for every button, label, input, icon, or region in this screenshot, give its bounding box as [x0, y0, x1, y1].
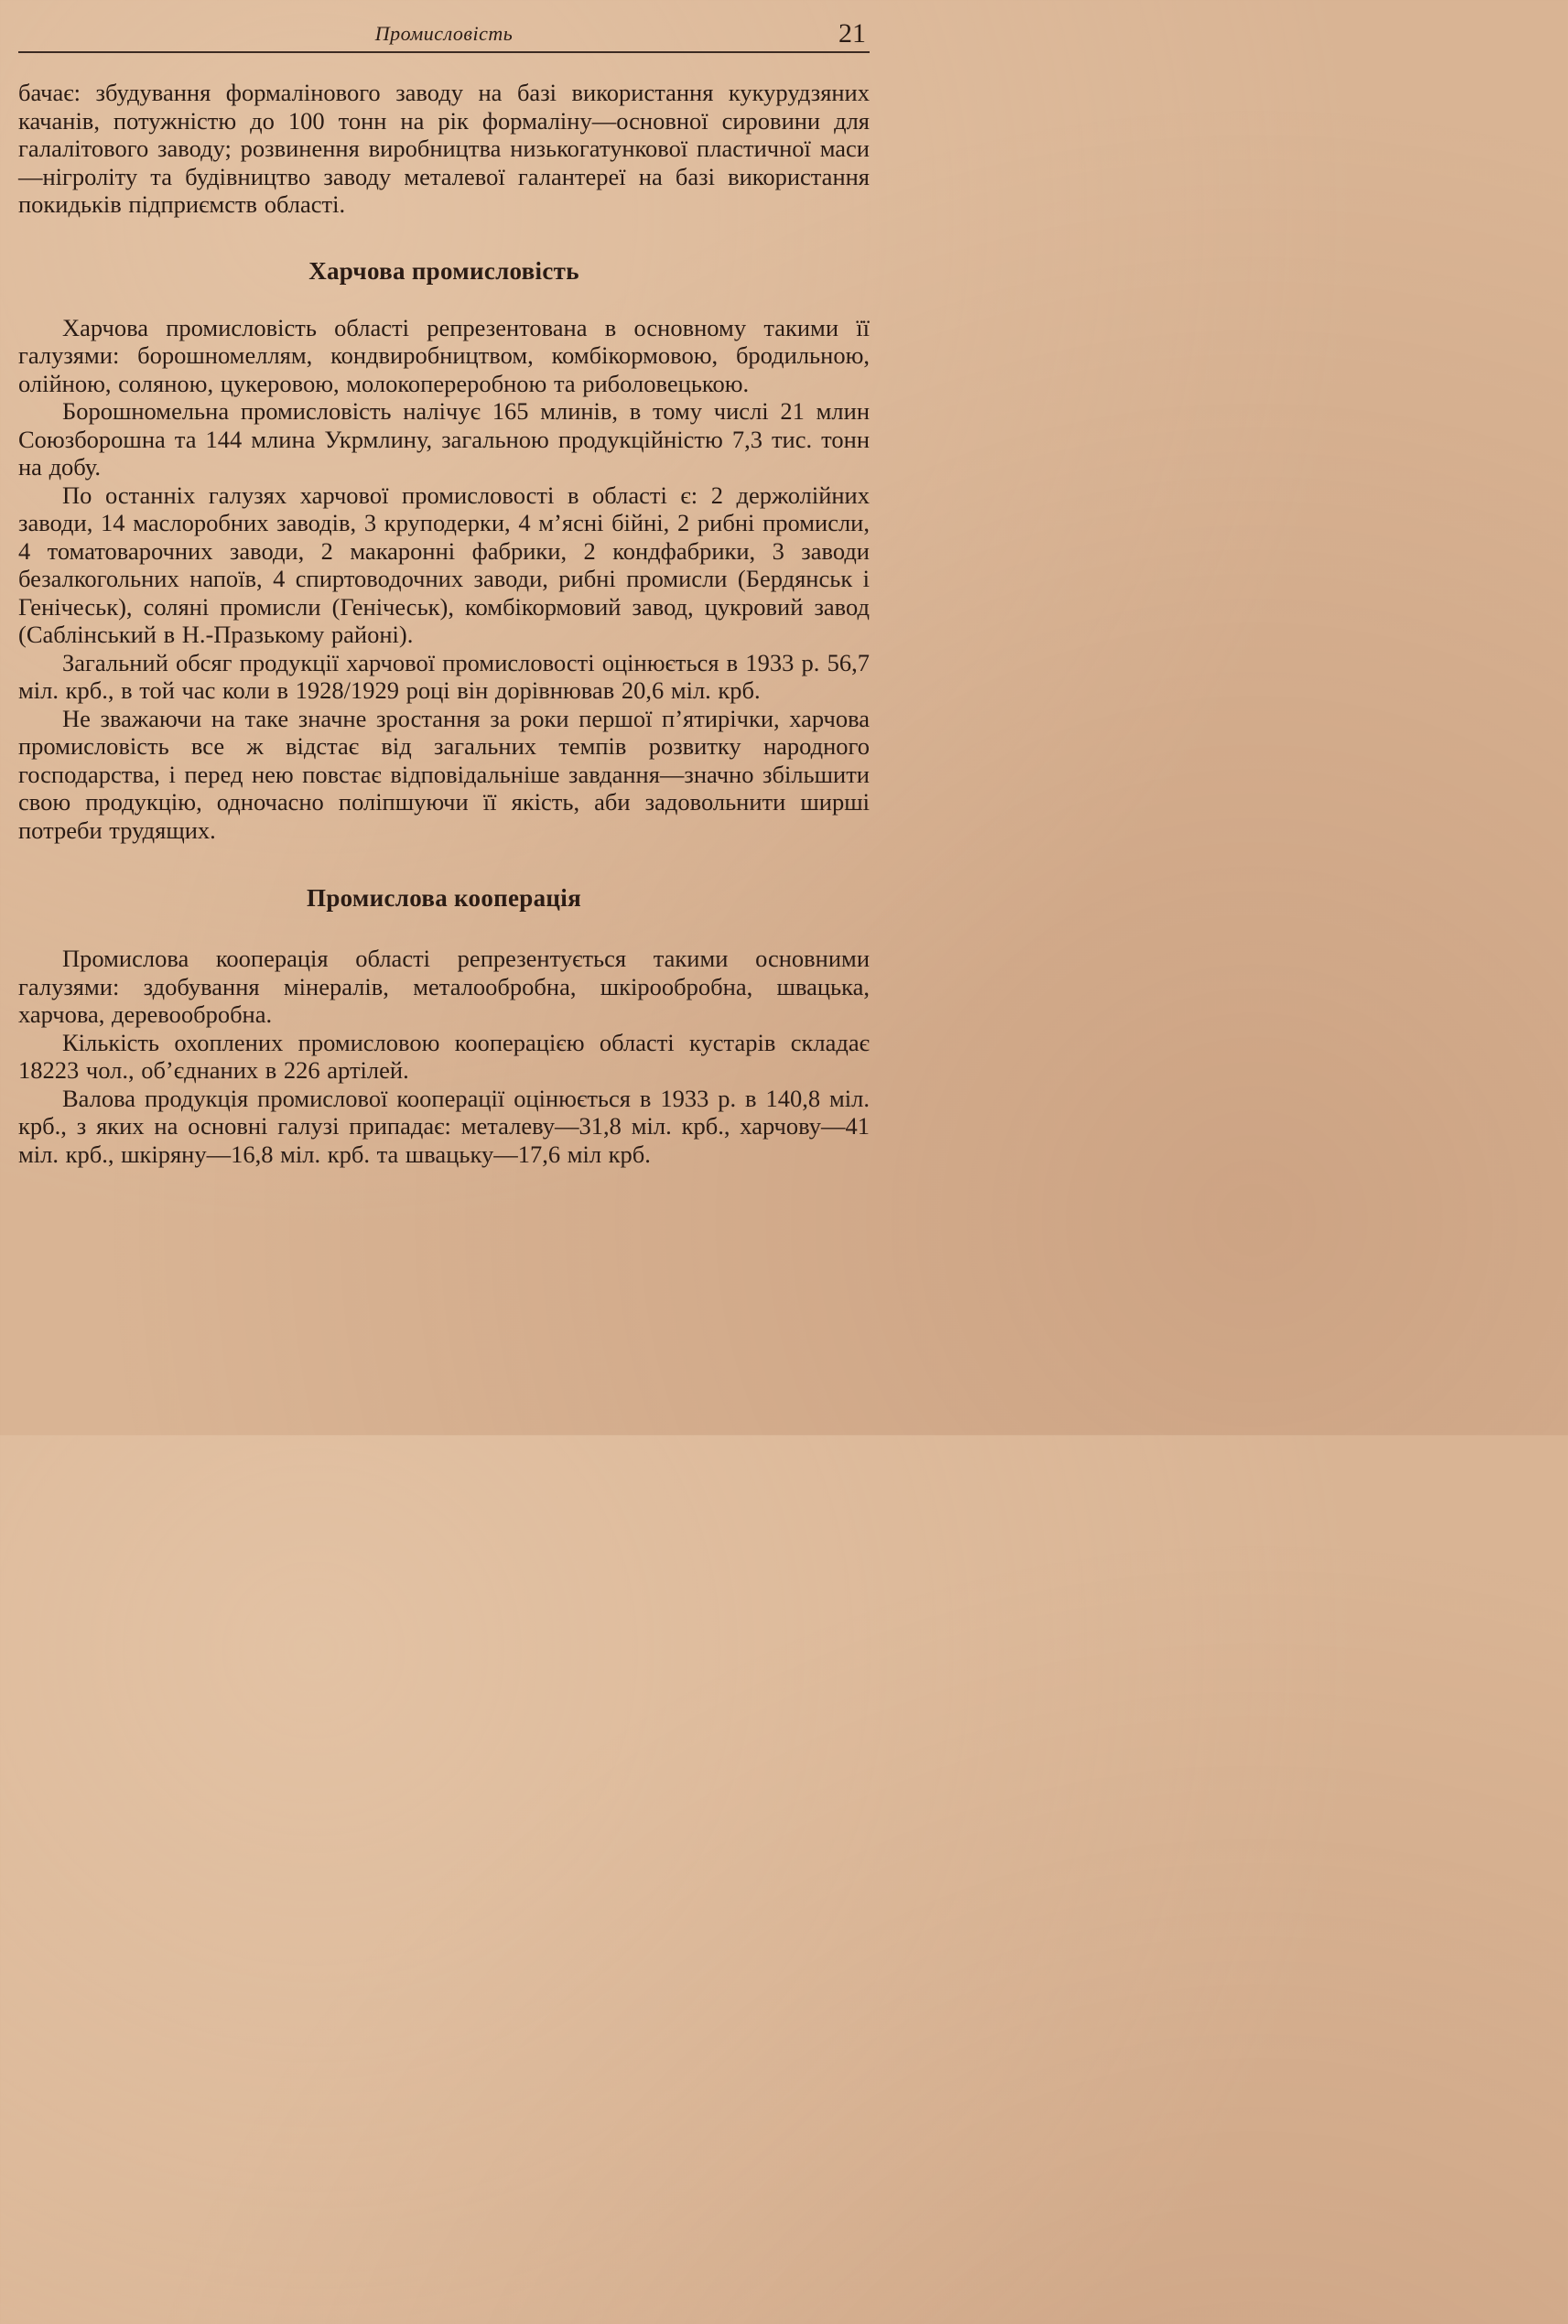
food-paragraph-2: Борошномельна промисловість налічує 165 млинів, в тому числі 21 млин Союзборошна та 144 млина Укрмлину, загальною продукційністю 7,3 тис. тонн на добу.: [18, 397, 870, 481]
book-page: [0, 0, 968, 1435]
industrial-cooperation-heading: Промислова кооперація: [307, 884, 581, 912]
coop-paragraph-1: Промислова кооперація області репрезентується такими основними галузями: здобування мінералів, металообробна, шкірообробна, швацька, харчова, деревообробна.: [18, 945, 870, 1028]
page-number: 21: [838, 18, 866, 49]
running-title: Промисловість: [374, 22, 514, 45]
food-industry-heading: Харчова промисловість: [308, 256, 579, 285]
food-paragraph-5: Не зважаючи на таке значне зростання за роки першої п’ятирічки, харчова промисловість все ж відстає від загальних темпів розвитку народного господарства, і перед нею повстає відповідальніше завдання—значно збільшити свою продукцію, одночасно поліпшуючи її якість, аби задовольнити ширші потреби трудящих.: [18, 704, 870, 844]
page-header: [18, 20, 870, 53]
coop-paragraph-2: Кількість охоплених промисловою кооперацією області кустарів складає 18223 чол., об’єднаних в 226 артілей.: [18, 1028, 870, 1084]
intro-paragraph: бачає: збудування формалінового заводу на базі використання кукурудзяних качанів, потужністю до 100 тонн на рік формаліну—основної сировини для галалітового заводу; розвинення виробництва низькогатункової пластичної маси—нігроліту та будівництво заводу металевої галантереї на базі використання покидьків підприємств області.: [18, 79, 870, 218]
page-body: [18, 79, 870, 1168]
food-paragraph-4: Загальний обсяг продукції харчової промисловості оцінюється в 1933 р. 56,7 міл. крб., в той час коли в 1928/1929 році він дорівнював 20,6 міл. крб.: [18, 648, 870, 704]
food-paragraph-1: Харчова промисловість області репрезентована в основному такими її галузями: борошномеллям, кондвиробництвом, комбікормовою, бродильною, олійною, соляною, цукеровою, молокопереробною та риболовецькою.: [18, 313, 870, 397]
coop-paragraph-3: Валова продукція промислової кооперації оцінюється в 1933 р. в 140,8 міл. крб., з яких на основні галузі припадає: металеву—31,8 міл. крб., харчову—41 міл. крб., шкіряну—16,8 міл. крб. та швацьку—17,6 міл крб.: [18, 1084, 870, 1168]
food-paragraph-3: По останніх галузях харчової промисловості в області є: 2 держолійних заводи, 14 маслоробних заводів, 3 круподерки, 4 м’ясні бійні, 2 рибні промисли, 4 томатоварочних заводи, 2 макаронні фабрики, 2 кондфабрики, 3 заводи безалкогольних напоїв, 4 спиртоводочних заводи, рибні промисли (Бердянськ і Генічеськ), соляні промисли (Генічеськ), комбікормовий завод, цукровий завод (Саблінський в Н.-Празькому районі).: [18, 481, 870, 648]
